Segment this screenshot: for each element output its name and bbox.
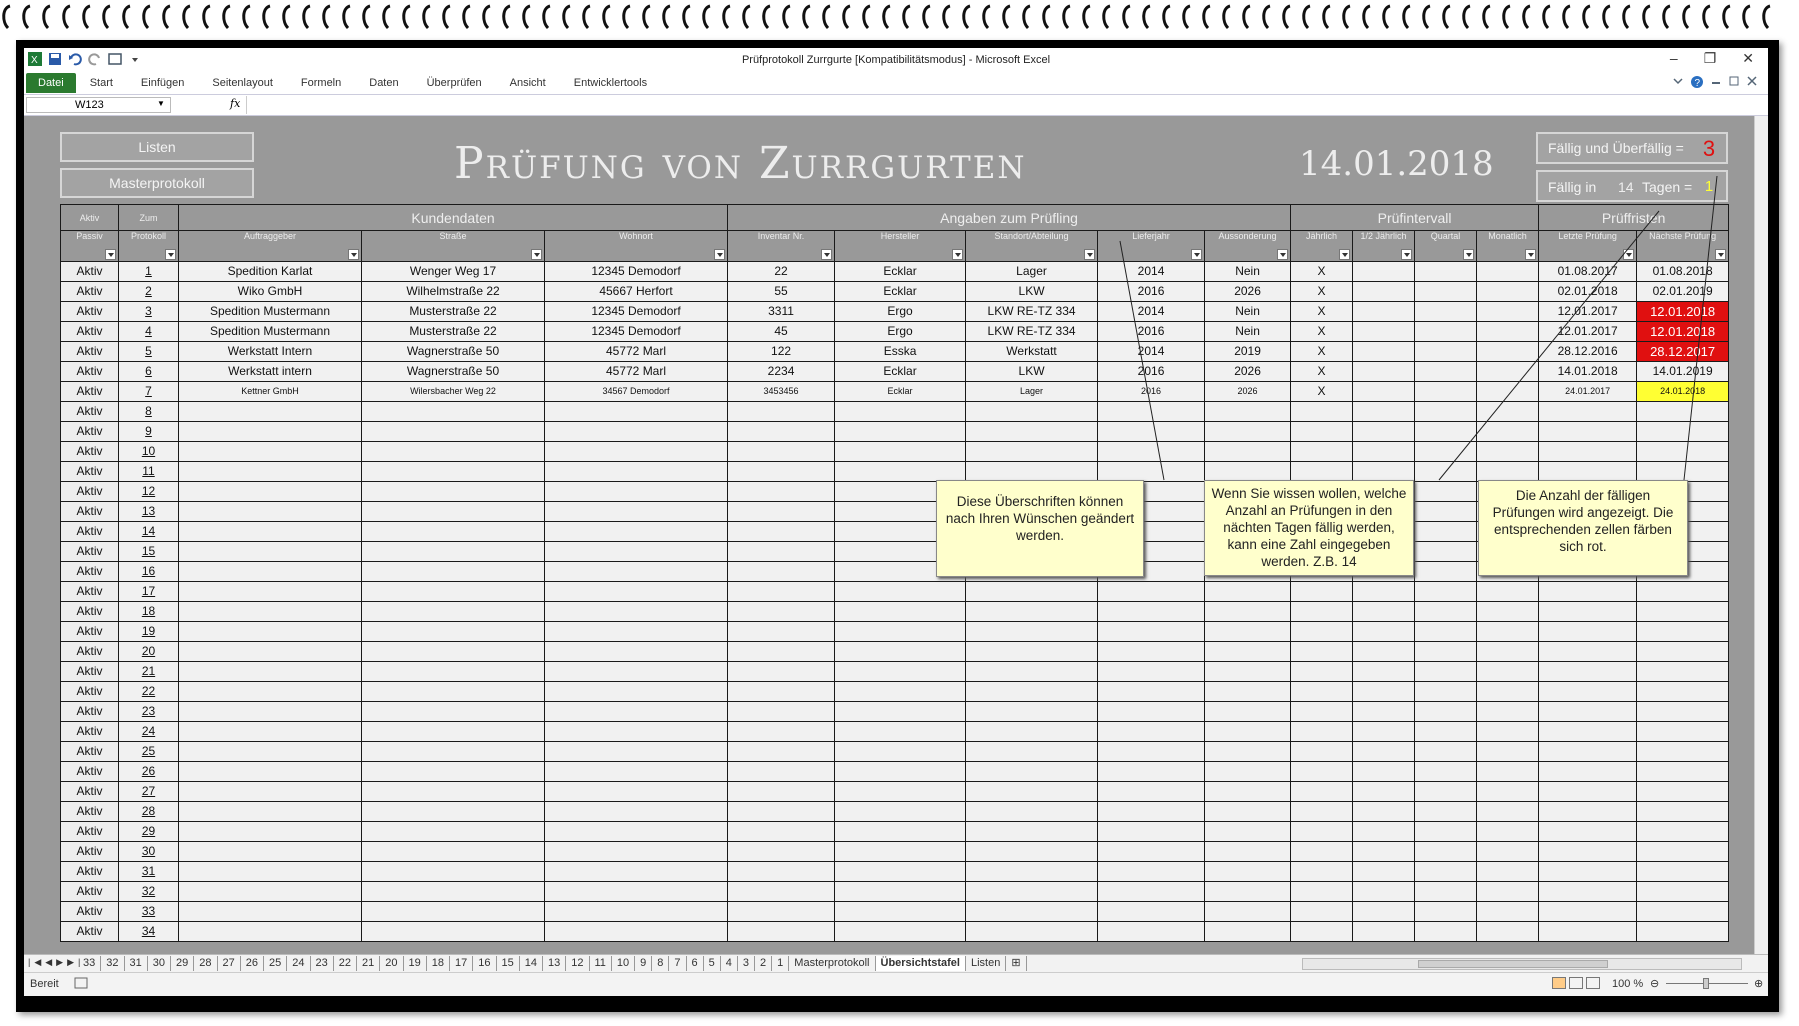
status-ready: Bereit <box>30 978 59 990</box>
cell-r0-c10[interactable]: X <box>1291 261 1353 281</box>
cell-r5-c14[interactable]: 14.01.2018 <box>1539 361 1637 381</box>
sheet-tab-24[interactable]: 9 <box>635 956 652 971</box>
cell-r5-c9[interactable]: 2026 <box>1205 361 1291 381</box>
ribbon-tab-1[interactable]: Start <box>89 77 113 89</box>
protokoll-link[interactable]: 15 <box>119 541 179 561</box>
sheet-tab-2[interactable]: 31 <box>125 956 148 971</box>
status-bar <box>24 972 1768 996</box>
cell-r2-c1[interactable]: 3 <box>119 301 179 321</box>
cell-r5-c10[interactable]: X <box>1291 361 1353 381</box>
sheet-tab-33[interactable]: Masterprotokoll <box>789 956 875 971</box>
cell-r0-c5[interactable]: 22 <box>728 261 835 281</box>
cell-r3-c0[interactable]: Aktiv <box>61 321 119 341</box>
header-col-10: Jährlich <box>1291 231 1353 247</box>
cell-r0-c3[interactable]: Wenger Weg 17 <box>362 261 545 281</box>
cell-r2-c9[interactable]: Nein <box>1205 301 1291 321</box>
sheet-tab-19[interactable]: 14 <box>520 956 543 971</box>
header-col-4: Wohnort <box>545 231 728 247</box>
ribbon-tab-8[interactable]: Entwicklertools <box>573 77 648 89</box>
page-title: Prüfung von Zurrgurten <box>454 138 1027 189</box>
macro-record-icon[interactable] <box>74 977 88 989</box>
faellig-count: 3 <box>1702 136 1716 161</box>
protokoll-link[interactable]: 18 <box>119 601 179 621</box>
cell-r2-c15[interactable]: 12.01.2018 <box>1637 301 1729 321</box>
sheet-tab-21[interactable]: 12 <box>566 956 589 971</box>
cell-status[interactable]: Aktiv <box>61 881 119 901</box>
insert-sheet-icon[interactable]: ⊞ <box>1006 956 1026 971</box>
cell-status[interactable]: Aktiv <box>61 521 119 541</box>
sheet-tab-31[interactable]: 2 <box>755 956 772 971</box>
ribbon-tab-0[interactable]: Datei <box>26 73 76 93</box>
cell-r0-c6[interactable]: Ecklar <box>835 261 966 281</box>
faellig-in-days[interactable]: 14 <box>1618 179 1634 195</box>
cell-r5-c0[interactable]: Aktiv <box>61 361 119 381</box>
cell-r4-c0[interactable]: Aktiv <box>61 341 119 361</box>
ribbon-tab-5[interactable]: Daten <box>369 77 399 89</box>
cell-r4-c3[interactable]: Wagnerstraße 50 <box>362 341 545 361</box>
faellig-label: Fällig und Überfällig = <box>1548 140 1684 156</box>
cell-r1-c7[interactable]: LKW <box>966 281 1098 301</box>
cell-r3-c1[interactable]: 4 <box>119 321 179 341</box>
masterprotokoll-button[interactable]: Masterprotokoll <box>60 168 254 198</box>
window-controls <box>1670 50 1754 67</box>
ribbon-right-icons <box>1672 75 1758 89</box>
zoom-thumb[interactable] <box>1703 978 1709 989</box>
ribbon-tabs <box>24 72 1768 94</box>
protokoll-link[interactable]: 11 <box>119 461 179 481</box>
minimize-button[interactable]: – <box>1669 50 1678 66</box>
cell-r1-c10[interactable]: X <box>1291 281 1353 301</box>
view-buttons <box>1552 977 1600 989</box>
window-title: Prüfprotokoll Zurrgurte [Kompatibilitätsmodus] - Microsoft Excel <box>741 54 1051 66</box>
cell-r5-c15[interactable]: 14.01.2019 <box>1637 361 1729 381</box>
formula-bar <box>24 94 1768 116</box>
workbook-close-icon[interactable] <box>1746 75 1758 87</box>
sheet-tab-22[interactable]: 11 <box>590 956 612 971</box>
sheet-tab-0[interactable]: 33 <box>78 956 101 971</box>
sheet-tab-14[interactable]: 19 <box>404 956 427 971</box>
cell-r0-c8[interactable]: 2014 <box>1098 261 1205 281</box>
worksheet <box>24 116 1754 954</box>
protokoll-link[interactable]: 20 <box>119 641 179 661</box>
cell-r3-c4[interactable]: 12345 Demodorf <box>545 321 728 341</box>
sheet-tab-bar <box>24 954 1768 972</box>
protokoll-link[interactable]: 9 <box>119 421 179 441</box>
zoom-slider[interactable] <box>1650 977 1768 991</box>
arrow-note-1 <box>1120 241 1164 480</box>
cell-r2-c6[interactable]: Ergo <box>835 301 966 321</box>
cell-r2-c2[interactable]: Spedition Mustermann <box>179 301 362 321</box>
protokoll-link[interactable]: 22 <box>119 681 179 701</box>
cell-r6-c1[interactable]: 7 <box>119 381 179 401</box>
cell-status[interactable]: Aktiv <box>61 761 119 781</box>
cell-r4-c2[interactable]: Werkstatt Intern <box>179 341 362 361</box>
cell-r2-c14[interactable]: 12.01.2017 <box>1539 301 1637 321</box>
cell-r0-c7[interactable]: Lager <box>966 261 1098 281</box>
protokoll-link[interactable]: 27 <box>119 781 179 801</box>
header-col-8: Lieferjahr <box>1098 231 1205 247</box>
cell-status[interactable]: Aktiv <box>61 661 119 681</box>
cell-r0-c14[interactable]: 01.08.2017 <box>1539 261 1637 281</box>
sheet-tab-32[interactable]: 1 <box>772 956 789 971</box>
group-angaben-pruefling: Angaben zum Prüfling <box>728 205 1291 231</box>
header-protokoll: Protokoll <box>119 231 179 247</box>
sheet-tab-35[interactable]: Listen <box>966 956 1006 971</box>
cell-r3-c15[interactable]: 12.01.2018 <box>1637 321 1729 341</box>
cell-r5-c2[interactable]: Werkstatt intern <box>179 361 362 381</box>
sheet-tab-30[interactable]: 3 <box>738 956 755 971</box>
cell-r1-c4[interactable]: 45667 Herfort <box>545 281 728 301</box>
cell-r5-c4[interactable]: 45772 Marl <box>545 361 728 381</box>
protokoll-link[interactable]: 14 <box>119 521 179 541</box>
title-bar <box>24 48 1768 72</box>
sheet-tab-5[interactable]: 28 <box>194 956 217 971</box>
ribbon-tab-7[interactable]: Ansicht <box>509 77 546 89</box>
formula-input[interactable] <box>246 96 1752 114</box>
cell-r6-c6[interactable]: Ecklar <box>835 381 966 401</box>
tagen-count: 1 <box>1704 178 1714 195</box>
horizontal-scroll-thumb[interactable] <box>1418 960 1608 968</box>
cell-status[interactable]: Aktiv <box>61 401 119 421</box>
name-box[interactable]: W123 <box>26 97 171 113</box>
sheet-tab-8[interactable]: 25 <box>264 956 287 971</box>
cell-r6-c10[interactable]: X <box>1291 381 1353 401</box>
sheet-nav-arrows[interactable]: |◀◀▶▶| <box>28 957 85 967</box>
ribbon-tab-2[interactable]: Einfügen <box>140 77 185 89</box>
protokoll-link[interactable]: 26 <box>119 761 179 781</box>
sheet-tab-15[interactable]: 18 <box>427 956 450 971</box>
cell-r4-c7[interactable]: Werkstatt <box>966 341 1098 361</box>
svg-text:X: X <box>31 55 38 66</box>
cell-r2-c4[interactable]: 12345 Demodorf <box>545 301 728 321</box>
cell-r1-c15[interactable]: 02.01.2019 <box>1637 281 1729 301</box>
cell-status[interactable]: Aktiv <box>61 801 119 821</box>
cell-status[interactable]: Aktiv <box>61 601 119 621</box>
cell-r1-c3[interactable]: Wilhelmstraße 22 <box>362 281 545 301</box>
name-box-dropdown-icon[interactable]: ▼ <box>157 99 165 108</box>
protokoll-link[interactable]: 13 <box>119 501 179 521</box>
sheet-tab-3[interactable]: 30 <box>148 956 171 971</box>
sheet-tab-4[interactable]: 29 <box>171 956 194 971</box>
cell-status[interactable]: Aktiv <box>61 541 119 561</box>
cell-r2-c10[interactable]: X <box>1291 301 1353 321</box>
cell-r6-c8[interactable]: 2016 <box>1098 381 1205 401</box>
cell-status[interactable]: Aktiv <box>61 821 119 841</box>
protokoll-link[interactable]: 29 <box>119 821 179 841</box>
cell-r0-c1[interactable]: 1 <box>119 261 179 281</box>
header-col-7: Standort/Abteilung <box>966 231 1098 247</box>
cell-r6-c15[interactable]: 24.01.2018 <box>1637 381 1729 401</box>
header-passiv: Passiv <box>61 231 119 247</box>
ribbon-tab-3[interactable]: Seitenlayout <box>212 77 273 89</box>
cell-status[interactable]: Aktiv <box>61 641 119 661</box>
close-button[interactable]: ✕ <box>1742 50 1754 66</box>
note-headers: Diese Überschriften können nach Ihren Wünschen geändert werden. <box>936 480 1144 577</box>
zoom-in-icon[interactable]: ⊕ <box>1754 978 1764 990</box>
current-date: 14.01.2018 <box>1299 144 1494 184</box>
cell-r6-c7[interactable]: Lager <box>966 381 1098 401</box>
svg-text:?: ? <box>1694 78 1701 89</box>
protokoll-link[interactable]: 12 <box>119 481 179 501</box>
cell-r4-c14[interactable]: 28.12.2016 <box>1539 341 1637 361</box>
group-pruefintervall: Prüfintervall <box>1291 205 1539 231</box>
cell-r4-c4[interactable]: 45772 Marl <box>545 341 728 361</box>
cell-r1-c9[interactable]: 2026 <box>1205 281 1291 301</box>
group-prueffristen: Prüffristen <box>1539 205 1729 231</box>
cell-r3-c7[interactable]: LKW RE-TZ 334 <box>966 321 1098 341</box>
insert-function-icon[interactable]: fx <box>230 97 241 110</box>
cell-status[interactable]: Aktiv <box>61 741 119 761</box>
sheet-tab-20[interactable]: 13 <box>543 956 566 971</box>
cell-status[interactable]: Aktiv <box>61 861 119 881</box>
cell-r3-c8[interactable]: 2016 <box>1098 321 1205 341</box>
cell-r1-c0[interactable]: Aktiv <box>61 281 119 301</box>
sheet-tab-17[interactable]: 16 <box>473 956 496 971</box>
cell-status[interactable]: Aktiv <box>61 561 119 581</box>
header-col-13: Monatlich <box>1477 231 1539 247</box>
excel-window <box>24 48 1768 996</box>
header-col-2: Auftraggeber <box>179 231 362 247</box>
cell-status[interactable]: Aktiv <box>61 501 119 521</box>
header-col-15: Nächste Prüfung <box>1637 231 1729 247</box>
cell-r3-c6[interactable]: Ergo <box>835 321 966 341</box>
sheet-tab-23[interactable]: 10 <box>612 956 635 971</box>
cell-r5-c5[interactable]: 2234 <box>728 361 835 381</box>
cell-status[interactable]: Aktiv <box>61 441 119 461</box>
cell-r6-c0[interactable]: Aktiv <box>61 381 119 401</box>
cell-r0-c15[interactable]: 01.08.2018 <box>1637 261 1729 281</box>
cell-r1-c6[interactable]: Ecklar <box>835 281 966 301</box>
cell-r2-c5[interactable]: 3311 <box>728 301 835 321</box>
page-break-view-icon[interactable] <box>1586 977 1600 989</box>
cell-r6-c2[interactable]: Kettner GmbH <box>179 381 362 401</box>
protokoll-link[interactable]: 32 <box>119 881 179 901</box>
protokoll-link[interactable]: 17 <box>119 581 179 601</box>
header-col-14: Letzte Prüfung <box>1539 231 1637 247</box>
cell-r0-c9[interactable]: Nein <box>1205 261 1291 281</box>
cell-r0-c0[interactable]: Aktiv <box>61 261 119 281</box>
cell-status[interactable]: Aktiv <box>61 581 119 601</box>
page-layout-view-icon[interactable] <box>1569 977 1583 989</box>
help-icon[interactable] <box>1690 75 1704 89</box>
sheet-tab-16[interactable]: 17 <box>450 956 473 971</box>
cell-r2-c8[interactable]: 2014 <box>1098 301 1205 321</box>
protokoll-link[interactable]: 8 <box>119 401 179 421</box>
vertical-scrollbar[interactable] <box>1754 116 1768 954</box>
cell-r3-c5[interactable]: 45 <box>728 321 835 341</box>
sheet-tab-12[interactable]: 21 <box>357 956 380 971</box>
protokoll-link[interactable]: 34 <box>119 921 179 941</box>
header-col-11: 1/2 Jährlich <box>1353 231 1415 247</box>
header-aktiv: Aktiv <box>61 205 119 231</box>
cell-r4-c5[interactable]: 122 <box>728 341 835 361</box>
cell-r5-c6[interactable]: Ecklar <box>835 361 966 381</box>
sheet-tab-6[interactable]: 27 <box>218 956 241 971</box>
header-col-12: Quartal <box>1415 231 1477 247</box>
protokoll-link[interactable]: 16 <box>119 561 179 581</box>
protokoll-link[interactable]: 24 <box>119 721 179 741</box>
cell-r1-c5[interactable]: 55 <box>728 281 835 301</box>
cell-status[interactable]: Aktiv <box>61 701 119 721</box>
cell-status[interactable]: Aktiv <box>61 841 119 861</box>
sheet-tab-28[interactable]: 5 <box>704 956 721 971</box>
cell-r4-c15[interactable]: 28.12.2017 <box>1637 341 1729 361</box>
cell-r5-c1[interactable]: 6 <box>119 361 179 381</box>
protokoll-link[interactable]: 28 <box>119 801 179 821</box>
sheet-tab-11[interactable]: 22 <box>334 956 357 971</box>
sheet-tab-7[interactable]: 26 <box>241 956 264 971</box>
cell-status[interactable]: Aktiv <box>61 721 119 741</box>
sheet-tab-13[interactable]: 20 <box>380 956 403 971</box>
cell-r3-c2[interactable]: Spedition Mustermann <box>179 321 362 341</box>
cell-r0-c2[interactable]: Spedition Karlat <box>179 261 362 281</box>
cell-status[interactable]: Aktiv <box>61 621 119 641</box>
cell-status[interactable]: Aktiv <box>61 681 119 701</box>
arrow-note-3 <box>1684 176 1717 480</box>
cell-r4-c10[interactable]: X <box>1291 341 1353 361</box>
cell-status[interactable]: Aktiv <box>61 901 119 921</box>
cell-r4-c6[interactable]: Esska <box>835 341 966 361</box>
horizontal-scrollbar[interactable] <box>1302 958 1742 970</box>
header-col-3: Straße <box>362 231 545 247</box>
cell-r5-c3[interactable]: Wagnerstraße 50 <box>362 361 545 381</box>
cell-r1-c14[interactable]: 02.01.2018 <box>1539 281 1637 301</box>
ribbon-tab-4[interactable]: Formeln <box>300 77 342 89</box>
note-faellig-in: Wenn Sie wissen wollen, welche Anzahl an Prüfungen in den nächten Tagen fällig werden, kann eine Zahl eingegeben werden. Z.B. 14 <box>1204 480 1414 576</box>
sheet-tab-9[interactable]: 24 <box>287 956 310 971</box>
cell-r2-c7[interactable]: LKW RE-TZ 334 <box>966 301 1098 321</box>
workbook-minimize-icon[interactable] <box>1710 75 1722 87</box>
zoom-out-icon[interactable]: ⊖ <box>1650 978 1660 990</box>
zoom-level[interactable]: 100 % <box>1612 978 1644 990</box>
protokoll-link[interactable]: 21 <box>119 661 179 681</box>
protokoll-link[interactable]: 10 <box>119 441 179 461</box>
protokoll-link[interactable]: 30 <box>119 841 179 861</box>
header-col-6: Hersteller <box>835 231 966 247</box>
cell-r6-c3[interactable]: Wilersbacher Weg 22 <box>362 381 545 401</box>
cell-r6-c9[interactable]: 2026 <box>1205 381 1291 401</box>
sheet-tab-27[interactable]: 6 <box>687 956 704 971</box>
minimize-ribbon-icon[interactable] <box>1672 75 1684 87</box>
cell-status[interactable]: Aktiv <box>61 421 119 441</box>
faellig-in-label: Fällig in <box>1548 179 1597 195</box>
cell-r1-c1[interactable]: 2 <box>119 281 179 301</box>
listen-button[interactable]: Listen <box>60 132 254 162</box>
cell-r3-c10[interactable]: X <box>1291 321 1353 341</box>
workbook-restore-icon[interactable] <box>1728 75 1740 87</box>
sheet-tab-34[interactable]: Übersichtstafel <box>876 956 966 971</box>
protokoll-link[interactable]: 23 <box>119 701 179 721</box>
header-col-9: Aussonderung <box>1205 231 1291 247</box>
cell-status[interactable]: Aktiv <box>61 781 119 801</box>
protokoll-link[interactable]: 33 <box>119 901 179 921</box>
header-col-5: Inventar Nr. <box>728 231 835 247</box>
cell-r3-c14[interactable]: 12.01.2017 <box>1539 321 1637 341</box>
sheet-tab-25[interactable]: 8 <box>652 956 669 971</box>
group-kundendaten: Kundendaten <box>179 205 728 231</box>
sheet-tab-26[interactable]: 7 <box>669 956 686 971</box>
notebook-spiral <box>0 0 1799 40</box>
sheet-tab-1[interactable]: 32 <box>101 956 124 971</box>
cell-r4-c9[interactable]: 2019 <box>1205 341 1291 361</box>
protokoll-link[interactable]: 25 <box>119 741 179 761</box>
cell-status[interactable]: Aktiv <box>61 921 119 941</box>
cell-r2-c0[interactable]: Aktiv <box>61 301 119 321</box>
cell-r1-c2[interactable]: Wiko GmbH <box>179 281 362 301</box>
sheet-tab-10[interactable]: 23 <box>311 956 334 971</box>
cell-r6-c5[interactable]: 3453456 <box>728 381 835 401</box>
cell-r6-c14[interactable]: 24.01.2017 <box>1539 381 1637 401</box>
cell-r4-c8[interactable]: 2014 <box>1098 341 1205 361</box>
cell-r0-c4[interactable]: 12345 Demodorf <box>545 261 728 281</box>
protokoll-link[interactable]: 19 <box>119 621 179 641</box>
restore-button[interactable]: ❐ <box>1703 50 1717 66</box>
arrow-note-2 <box>1439 211 1659 480</box>
sheet-tab-29[interactable]: 4 <box>721 956 738 971</box>
cell-r1-c8[interactable]: 2016 <box>1098 281 1205 301</box>
sheet-tab-18[interactable]: 15 <box>497 956 520 971</box>
protokoll-link[interactable]: 31 <box>119 861 179 881</box>
cell-r3-c3[interactable]: Musterstraße 22 <box>362 321 545 341</box>
cell-r5-c8[interactable]: 2016 <box>1098 361 1205 381</box>
header-zum: Zum <box>119 205 179 231</box>
cell-r6-c4[interactable]: 34567 Demodorf <box>545 381 728 401</box>
note-anzahl: Die Anzahl der fälligen Prüfungen wird angezeigt. Die entsprechenden zellen färben sich rot. <box>1478 480 1688 576</box>
cell-r2-c3[interactable]: Musterstraße 22 <box>362 301 545 321</box>
ribbon-tab-6[interactable]: Überprüfen <box>426 77 482 89</box>
cell-status[interactable]: Aktiv <box>61 481 119 501</box>
cell-r5-c7[interactable]: LKW <box>966 361 1098 381</box>
cell-status[interactable]: Aktiv <box>61 461 119 481</box>
tagen-label: Tagen = <box>1642 179 1693 195</box>
cell-r3-c9[interactable]: Nein <box>1205 321 1291 341</box>
normal-view-icon[interactable] <box>1552 977 1566 989</box>
cell-r4-c1[interactable]: 5 <box>119 341 179 361</box>
